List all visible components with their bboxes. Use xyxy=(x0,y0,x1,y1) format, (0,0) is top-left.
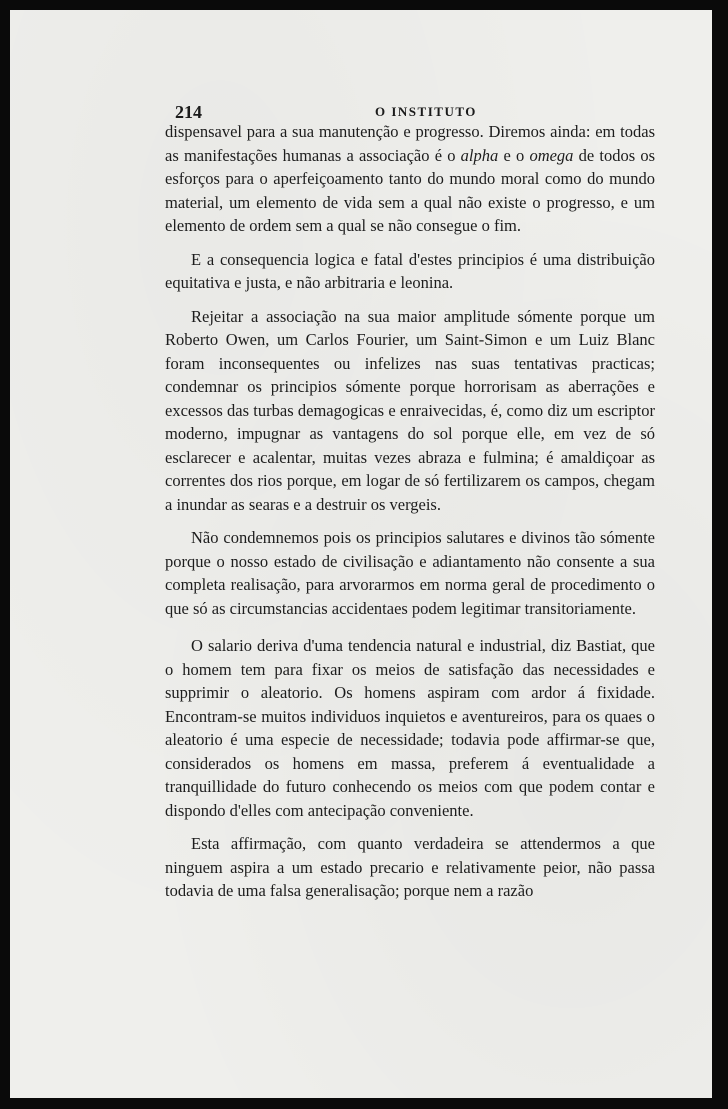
paragraph: Não condemnemos pois os principios salutares e divinos tão sómente porque o nosso estado de civilisação e adiantamento não consente a sua completa realisação, para arvorarmos em norma geral de procedimento o que só as circumstancias accidentaes podem legitimar transitoriamente. xyxy=(165,528,655,618)
paragraph: Esta affirmação, com quanto verdadeira se attendermos a que ninguem aspira a um estado precario e relativamente peior, não passa todavia de uma falsa generalisação; porque nem a razão xyxy=(165,834,655,900)
paragraph: O salario deriva d'uma tendencia natural e industrial, diz Bastiat, que o homem tem para fixar os meios de satisfação das necessidades e supprimir o aleatorio. Os homens aspiram com ardor á fixidade. Encontram-se muitos individuos inquietos e aventureiros, para os quaes o aleatorio é uma especie de necessidade; todavia pode affirmar-se que, considerados os homens em massa, preferem á eventualidade a tranquillidade do futuro conhecendo os meios com que podem contar e dispondo d'elles com antecipação conveniente. xyxy=(165,636,655,820)
paragraph: Rejeitar a associação na sua maior amplitude sómente porque um Roberto Owen, um Carlos Fourier, um Saint-Simon e um Luiz Blanc foram inconsequentes ou infelizes nas suas tentativas practicas; condemnar os principios sómente porque horrorisam as aberrações e excessos das turbas demagogicas e enraivecidas, é, como diz um escriptor moderno, impugnar as vantagens do sol porque elle, em vez de só esclarecer e acalentar, muitas vezes abraza e fulmina; é amaldiçoar as correntes dos rios porque, em logar de só fertilizarem os campos, chegam a inundar as searas e a destruir os vergeis. xyxy=(165,306,655,514)
running-title: O INSTITUTO xyxy=(375,104,477,119)
page-number: 214 xyxy=(175,102,202,122)
paragraph-text: dispensavel para a sua manutenção e progresso. Diremos ainda: em todas as manifestações humanas a associação é o xyxy=(165,122,655,165)
paragraph-text: e o xyxy=(498,145,530,165)
paragraph-text: de todos os esforços para o aperfeiçoamento tanto do mundo moral como do mundo material, um elemento de vida sem a qual não existe o progresso, e um elemento de ordem sem a qual se não consegue o fim. xyxy=(165,145,656,235)
paragraph: E a consequencia logica e fatal d'estes principios é uma distribuição equitativa e justa, e não arbitraria e leonina. xyxy=(165,249,655,292)
italic-term: alpha xyxy=(460,145,499,165)
italic-term: omega xyxy=(529,145,574,165)
body-text xyxy=(165,120,655,903)
paragraph-continuation xyxy=(165,120,655,238)
